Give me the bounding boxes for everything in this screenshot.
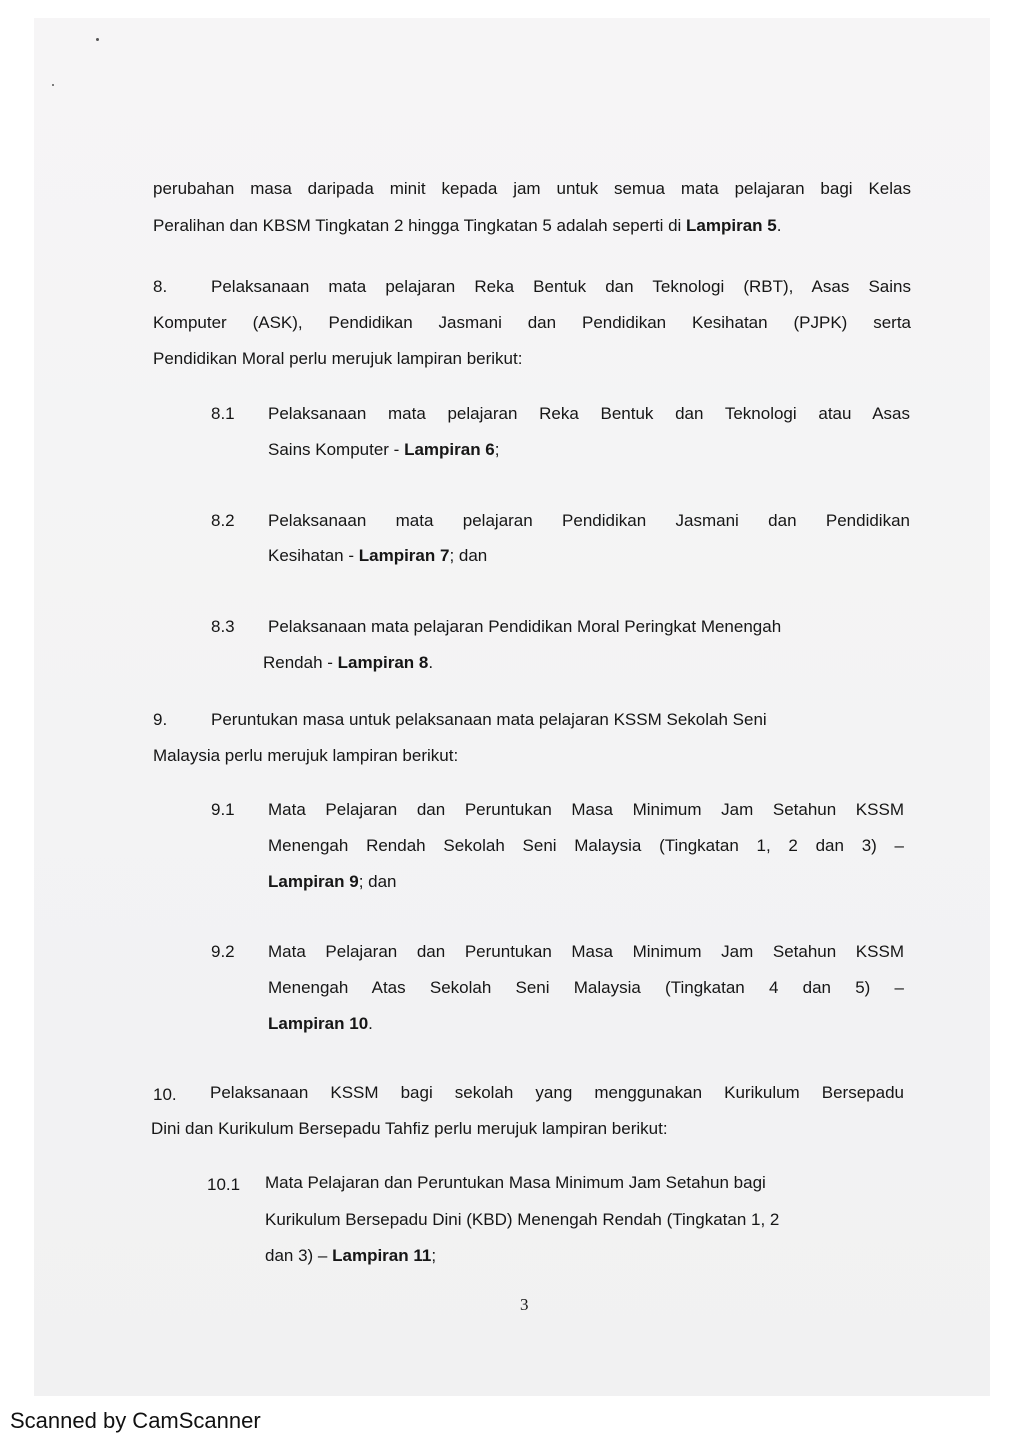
- para-9-line-1: Peruntukan masa untuk pelaksanaan mata pelajaran KSSM Sekolah Seni: [211, 710, 767, 729]
- bleed-through: [769, 243, 969, 363]
- item-9-2-line-3: Lampiran 10.: [268, 1014, 373, 1033]
- item-9-1-line-3: Lampiran 9; dan: [268, 872, 397, 891]
- lampiran-9-ref: Lampiran 9: [268, 872, 359, 891]
- item-10-1-line-2: Kurikulum Bersepadu Dini (KBD) Menengah Rendah (Tingkatan 1, 2: [265, 1210, 780, 1229]
- lampiran-10-ref: Lampiran 10: [268, 1014, 369, 1033]
- para-8-line-1: Pelaksanaan mata pelajaran Reka Bentuk dan Teknologi (RBT), Asas Sains: [211, 277, 911, 296]
- item-8-2-number: 8.2: [211, 511, 235, 530]
- scanner-watermark: Scanned by CamScanner: [10, 1408, 261, 1433]
- intro-line-1: perubahan masa daripada minit kepada jam untuk semua mata pelajaran bagi Kelas: [153, 179, 911, 198]
- item-8-3-number: 8.3: [211, 617, 235, 636]
- para-9-number: 9.: [153, 710, 168, 729]
- para-8-line-2: Komputer (ASK), Pendidikan Jasmani dan Pendidikan Kesihatan (PJPK) serta: [153, 313, 911, 332]
- item-8-1-line-2: Sains Komputer - Lampiran 6;: [268, 440, 500, 459]
- para-10-line-2: Dini dan Kurikulum Bersepadu Tahfiz perlu merujuk lampiran berikut:: [151, 1119, 668, 1138]
- item-10-1-line-3: dan 3) – Lampiran 11;: [265, 1246, 437, 1265]
- para-8-line-3: Pendidikan Moral perlu merujuk lampiran berikut:: [153, 349, 523, 368]
- para-9-line-2: Malaysia perlu merujuk lampiran berikut:: [153, 746, 459, 765]
- item-9-2-number: 9.2: [211, 942, 235, 961]
- item-9-1-line-2: Menengah Rendah Sekolah Seni Malaysia (Tingkatan 1, 2 dan 3) –: [268, 836, 904, 855]
- para-8-number: 8.: [153, 277, 168, 296]
- item-8-3-line-2: Rendah - Lampiran 8.: [263, 653, 434, 672]
- lampiran-8-ref: Lampiran 8: [337, 653, 429, 672]
- para-10-line-1: Pelaksanaan KSSM bagi sekolah yang menggunakan Kurikulum Bersepadu: [210, 1083, 904, 1102]
- item-8-2-line-2: Kesihatan - Lampiran 7; dan: [268, 546, 488, 565]
- item-8-1-line-1: Pelaksanaan mata pelajaran Reka Bentuk dan Teknologi atau Asas: [268, 404, 910, 423]
- page-number: 3: [520, 1295, 529, 1314]
- item-9-1-number: 9.1: [211, 800, 235, 819]
- lampiran-6-ref: Lampiran 6: [404, 440, 495, 459]
- lampiran-11-ref: Lampiran 11: [332, 1246, 432, 1265]
- para-10-number: 10.: [153, 1085, 177, 1104]
- intro-line-2: Peralihan dan KBSM Tingkatan 2 hingga Tingkatan 5 adalah seperti di Lampiran 5.: [153, 216, 782, 235]
- item-9-1-line-1: Mata Pelajaran dan Peruntukan Masa Minimum Jam Setahun KSSM: [268, 800, 904, 819]
- item-9-2-line-1: Mata Pelajaran dan Peruntukan Masa Minimum Jam Setahun KSSM: [268, 942, 904, 961]
- item-9-2-line-2: Menengah Atas Sekolah Seni Malaysia (Tingkatan 4 dan 5) –: [268, 978, 904, 997]
- item-10-1-number: 10.1: [207, 1175, 241, 1194]
- item-8-3-line-1: Pelaksanaan mata pelajaran Pendidikan Moral Peringkat Menengah: [268, 617, 782, 636]
- lampiran-5-ref: Lampiran 5: [686, 216, 777, 235]
- scan-speck: [96, 38, 99, 41]
- item-10-1-line-1: Mata Pelajaran dan Peruntukan Masa Minimum Jam Setahun bagi: [265, 1173, 766, 1192]
- lampiran-7-ref: Lampiran 7: [358, 546, 450, 565]
- item-8-2-line-1: Pelaksanaan mata pelajaran Pendidikan Jasmani dan Pendidikan: [268, 511, 910, 530]
- item-8-1-number: 8.1: [211, 404, 235, 423]
- scan-speck: [52, 84, 54, 86]
